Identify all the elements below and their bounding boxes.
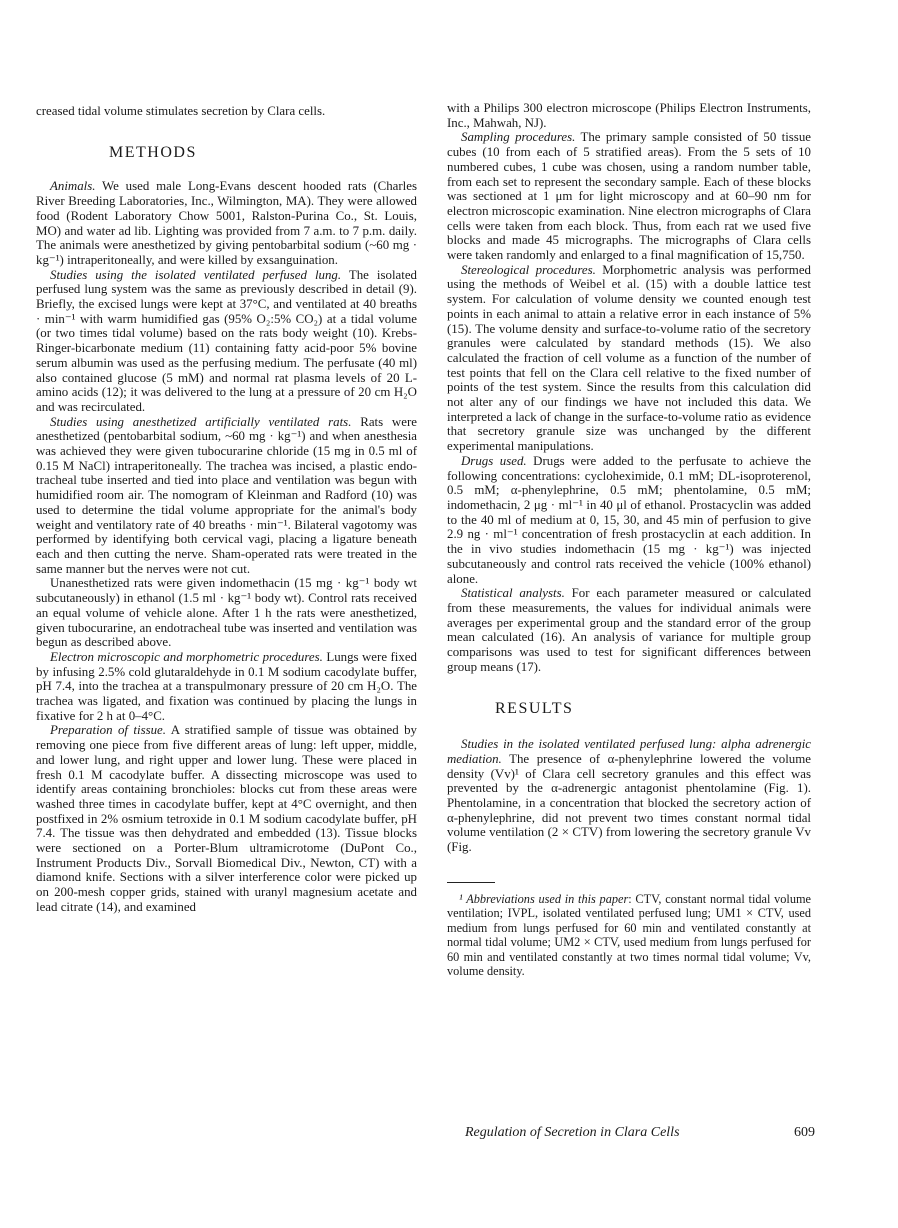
paragraph-text: Lungs were fixed by infusing 2.5% cold glutaraldehyde in 0.1 M sodium cacodylate buffer, pH 7.4, into the trachea at a transpulmonary pressure of 20 cm H₂O. The trachea was ligated, and fixation was continued by placing the lungs in fixative for 2 h at 0–4°C. bbox=[36, 649, 417, 723]
paragraph-isolated-lung bbox=[36, 268, 417, 415]
running-title: Regulation of Secretion in Clara Cells bbox=[465, 1125, 680, 1140]
paragraph-sampling bbox=[447, 130, 811, 262]
paragraph-lead: Animals. bbox=[50, 179, 96, 194]
right-column bbox=[447, 101, 811, 979]
footnote bbox=[447, 892, 811, 979]
paragraph-text: For each parameter measured or calculated from these measurements, the values for individual animals were averages per experimental group and the standard error of the group mean calculated (16). An analysis of variance for multiple group comparisons was used to test for significant differences between group means (17). bbox=[447, 586, 812, 674]
paragraph-electron-microscopy bbox=[36, 650, 417, 724]
paragraph-text: Rats were anesthetized (pentobarbital sodium, ~60 mg · kg⁻¹) and when anesthesia was achieved they were given tubocurarine chloride (15 mg in 0.5 ml of 0.15 M NaCl) intraperitoneally. The trachea was incised, a plastic endotracheal tube inserted and tied into place and ventilation was begun with humidified room air. The nomogram of Kleinman and Radford (10) was used to determine the tidal volume appropriate for the animal's body weight and ventilatory rate of 40 breaths · min⁻¹. Bilateral vagotomy was performed by identifying both cervical vagi, placing a ligature beneath each and then cutting the nerve. Sham-operated rats were treated in the same manner but the nerves were not cut. bbox=[36, 414, 417, 576]
paragraph-lead: Electron microscopic and morphometric procedures. bbox=[50, 649, 323, 664]
paragraph-lead: Stereological procedures. bbox=[461, 262, 596, 277]
paragraph-lead: Statistical analysts. bbox=[461, 586, 565, 601]
paragraph-animals bbox=[36, 179, 417, 267]
footnote-divider bbox=[447, 882, 495, 883]
paragraph-text: A stratified sample of tissue was obtained by removing one piece from five different areas of lung: left upper, middle, and lower lung, and right upper and lower lung. These were placed in fresh 0.1 M cacodylate buffer. A dissecting microscope was used to identify areas containing bronchioles: blocks cut from these areas were washed three times in cacodylate buffer, kept at 4°C overnight, and then postfixed in 2% osmium tetroxide in 0.1 M sodium cacodylate buffer, pH 7.4. The tissue was then dehydrated and embedded (13). Tissue blocks were sectioned on a Porter-Blum ultramicrotome (DuPont Co., Instrument Products Div., Sorvall Biomedical Div., Newton, CT) with a diamond knife. Sections with a silver interference color were picked up on 200-mesh copper grids, stained with uranyl magnesium acetate and lead citrate (14), and examined bbox=[36, 723, 417, 914]
paragraph-text: The primary sample consisted of 50 tissue cubes (10 from each of 5 stratified areas). From the 5 sets of 10 numbered cubes, 1 cube was chosen, using a random number table, from each set to represent the secondary sample. Each of these blocks was sectioned at 1 μm for light microscopy and at 60–90 nm for electron microscopic examination. Nine electron micrographs of Clara cells were taken from each block. Thus, from each rat we used five blocks and made 45 micrographs. The micrographs of Clara cells were taken randomly and enlarged to a final magnification of 15,750. bbox=[447, 130, 811, 263]
paragraph-statistics bbox=[447, 586, 811, 674]
paragraph-stereology bbox=[447, 263, 811, 454]
paragraph-lead: Studies in the isolated ventilated perfused lung: alpha adrenergic mediation. bbox=[447, 737, 811, 766]
intro-continuation: creased tidal volume stimulates secretion by Clara cells. bbox=[36, 104, 326, 118]
paragraph-text: We used male Long-Evans descent hooded rats (Charles River Breeding Laboratories, Inc., Wilmington, MA). They were allowed food (Rodent Laboratory Chow 5001, Ralston-Purina Co., St. Louis, MO) and water ad lib. Lighting was provided from 7 a.m. to 7 p.m. daily. The animals were anesthetized by giving pentobarbital sodium (~60 mg · kg⁻¹) intraperitoneally, and were killed by exsanguination. bbox=[36, 179, 417, 267]
paragraph-lead: Drugs used. bbox=[461, 453, 527, 468]
paragraph-text: Drugs were added to the perfusate to achieve the following concentrations: cycloheximide, 0.1 mM; DL-isoproterenol, 0.5 mM; α-phenylephrine, 0.5 mM; phentolamine, 0.5 mM; indomethacin, 2 μg · ml⁻¹ in 40 μl of ethanol. Prostacyclin was added to the 40 ml of medium at 0, 15, 30, and 45 min of perfusion to give 2.9 ng · ml⁻¹ concentration of fresh prostacyclin at each addition. In the in vivo studies indomethacin (15 mg · kg⁻¹) was injected subcutaneously and control rats received the vehicle (100% ethanol) alone. bbox=[447, 453, 812, 586]
results-heading: RESULTS bbox=[495, 700, 574, 718]
paragraph-lead: Studies using anesthetized artificially ventilated rats. bbox=[50, 414, 352, 429]
methods-continuation: with a Philips 300 electron microscope (Philips Electron Instruments, Inc., Mahwah, NJ). bbox=[447, 101, 811, 130]
methods-heading: METHODS bbox=[109, 143, 197, 161]
footnote-lead: ¹ Abbreviations used in this paper bbox=[459, 891, 629, 906]
paragraph-unanesthetized-rats bbox=[36, 576, 417, 650]
paragraph-text: Unanesthetized rats were given indomethacin (15 mg · kg⁻¹ body wt subcutaneously) in ethanol (1.5 ml · kg⁻¹ body wt). Control rats received an equal volume of vehicle alone. After 1 h the rats were anesthetized, given tubocurarine, an endotracheal tube was inserted and ventilation was begun as described above. bbox=[36, 576, 417, 650]
footnote-text: : CTV, constant normal tidal volume ventilation; IVPL, isolated ventilated perfused lung; UM1 × CTV, used medium from lungs perfused for 60 min and ventilated constantly at normal tidal volume; UM2 × CTV, used medium from lungs perfused for 60 min and ventilated constantly at two times normal tidal volume; Vv, volume density. bbox=[447, 891, 812, 979]
left-column bbox=[36, 104, 417, 915]
paragraph-lead: Preparation of tissue. bbox=[50, 723, 166, 738]
paragraph-text: The presence of α-phenylephrine lowered the volume density (Vv)¹ of Clara cell secretory granules and this effect was prevented by the α-adrenergic antagonist phentolamine (Fig. 1). Phentolamine, in a concentration that blocked the secretory action of α-phenylephrine, did not prevent two times constant normal tidal volume ventilation (2 × CTV) from lowering the secretory granule Vv (Fig. bbox=[447, 751, 811, 855]
paragraph-lead: Studies using the isolated ventilated perfused lung. bbox=[50, 267, 342, 282]
paragraph-text: The isolated perfused lung system was the same as previously described in detail (9). Briefly, the excised lungs were kept at 37°C, and ventilated at 40 breaths · min⁻¹ with warm humidified gas (95% O₂:5% CO₂) at a tidal volume (or two times tidal volume) based on the rats body weight (10). Krebs-Ringer-bicarbonate medium (11) containing fatty acid-poor 5% bovine serum albumin was used as the perfusing medium. The perfusate (40 ml) also contained glucose (5 mM) and normal rat plasma levels of 20 L-amino acids (12); it was delivered to the lung at a pressure of 20 cm H₂O and was recirculated. bbox=[36, 267, 417, 414]
paragraph-anesthetized-rats bbox=[36, 415, 417, 577]
paragraph-results-alpha bbox=[447, 737, 811, 855]
paragraph-text: Morphometric analysis was performed using the methods of Weibel et al. (15) with a double lattice test system. For calculation of volume density we counted enough test points in each animal to attain a relative error in each instance of 5% (15). The volume density and surface-to-volume ratio of the secretory granules were calculated by standard methods (15). We also calculated the fraction of cell volume as a function of the number of test points that fell on the Clara cell relative to the fixed number of points of the test system. Since the results from this calculation did not alter any of our findings we have not included this data. We interpreted a lack of change in the surface-to-volume ratio as evidence that secretory granule size was unchanged by the different experimental manipulations. bbox=[447, 262, 811, 454]
page-number: 609 bbox=[794, 1125, 815, 1140]
paragraph-lead: Sampling procedures. bbox=[461, 130, 576, 145]
paragraph-tissue-preparation bbox=[36, 723, 417, 914]
paragraph-drugs bbox=[447, 454, 811, 586]
